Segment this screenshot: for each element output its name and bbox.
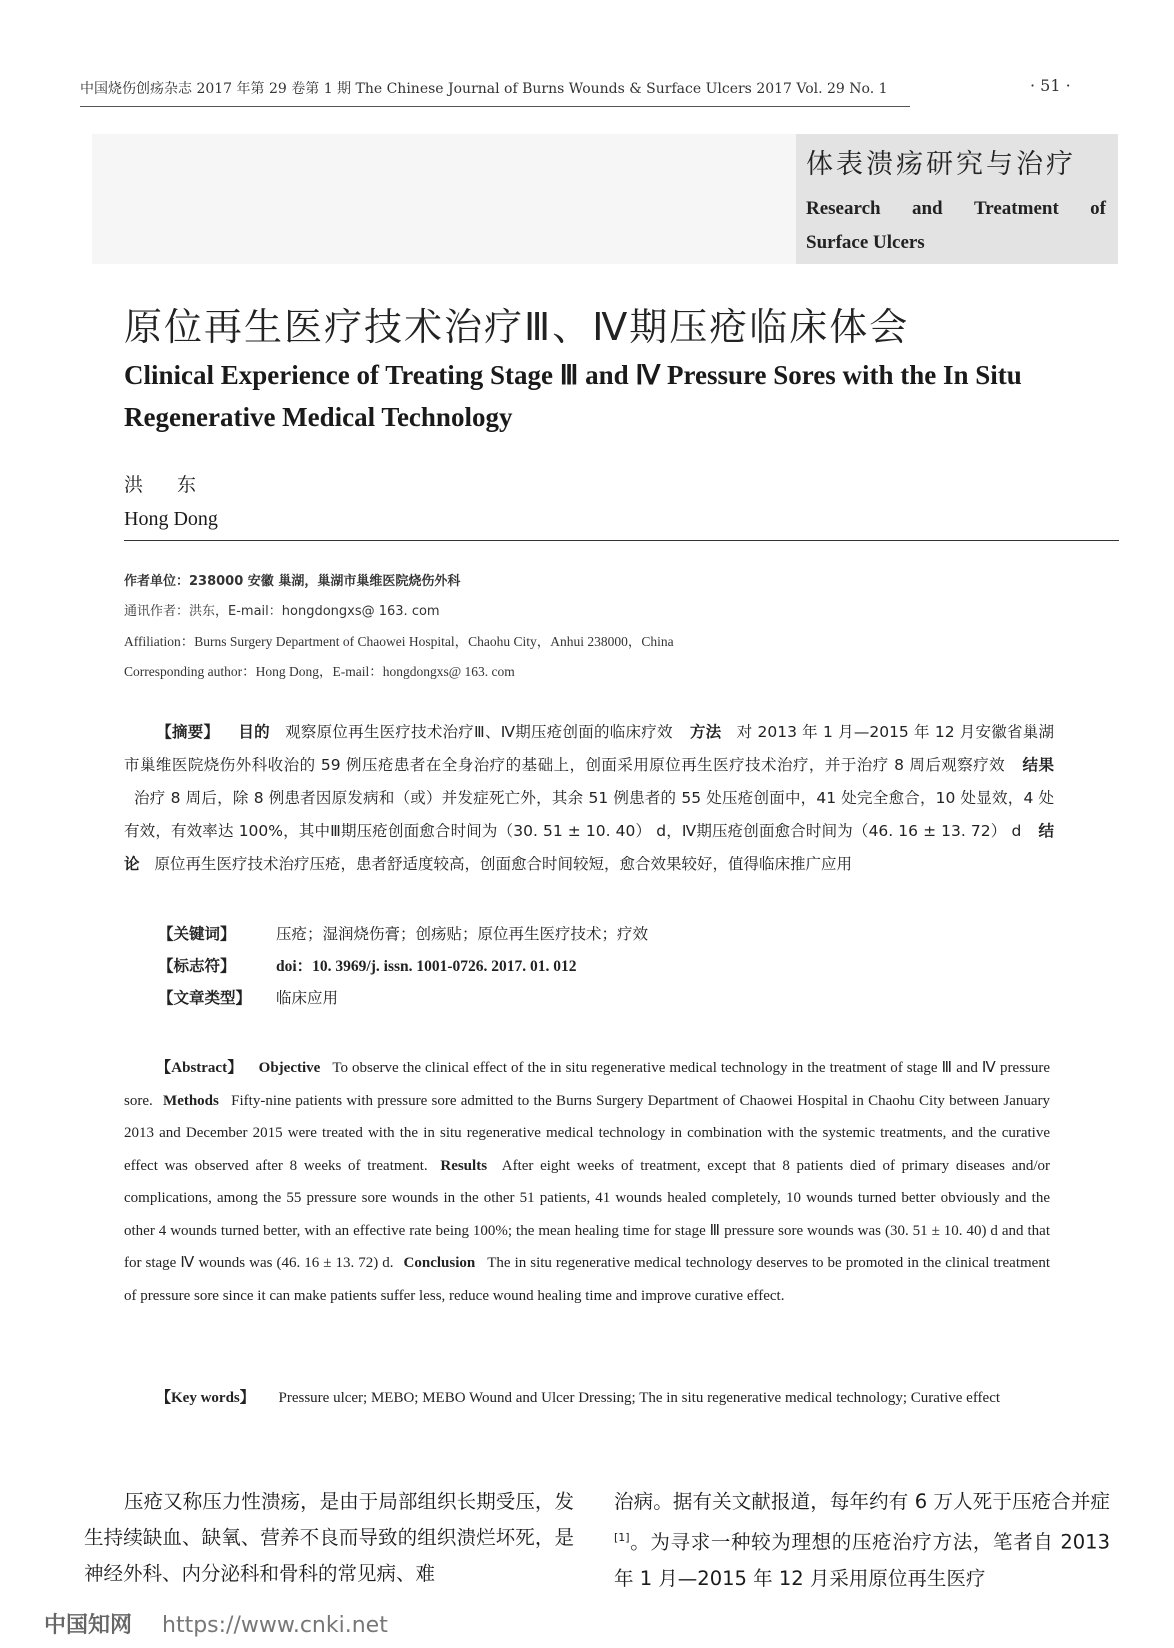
author-name-cn: 洪 东 xyxy=(124,474,211,496)
results-label-cn: 结果 xyxy=(1022,756,1054,774)
body-column-right xyxy=(614,1484,1110,1597)
conclusion-label-en: Conclusion xyxy=(403,1255,476,1271)
objective-label-cn: 目的 xyxy=(238,723,270,741)
running-header: 中国烧伤创疡杂志 2017 年第 29 卷第 1 期 The Chinese Journal of Burns Wounds & Surface Ulcers 2017 Vol. 29 No. 1 xyxy=(80,81,888,97)
author-rule xyxy=(124,540,1119,541)
section-title-cn: 体表溃疡研究与治疗 xyxy=(806,149,1076,180)
article-type-line xyxy=(158,986,338,1008)
article-type-label: 【文章类型】 xyxy=(158,989,252,1007)
corresponding-cn: 通讯作者：洪东，E-mail：hongdongxs@ 163. com xyxy=(124,604,440,619)
methods-label-cn: 方法 xyxy=(689,723,722,741)
keywords-en-label: 【Key words】 xyxy=(156,1390,255,1406)
conclusion-text-cn: 原位再生医疗技术治疗压疮，患者舒适度较高，创面愈合时间较短，愈合效果较好，值得临床推广应用 xyxy=(154,855,852,873)
body-right-text-a: 治病。据有关文献报道，每年约有 6 万人死于压疮合并症 xyxy=(614,1490,1110,1513)
abstract-cn xyxy=(124,716,1054,881)
methods-text-cn: 对 2013 年 1 月—2015 年 12 月安徽省巢湖市巢维医院烧伤外科收治的 59 例压疮患者在全身治疗的基础上，创面采用原位再生医疗技术治疗，并于治疗 8 周后观察疗效 xyxy=(124,723,1054,774)
body-right-text-b: 。为寻求一种较为理想的压疮治疗方法，笔者自 2013 年 1 月—2015 年 12 月采用原位再生医疗 xyxy=(614,1530,1110,1590)
affiliation-cn: 作者单位：238000 安徽 巢湖，巢湖市巢维医院烧伤外科 xyxy=(124,574,461,589)
keywords-cn xyxy=(158,922,648,944)
conclusion-label-cn: 结论 xyxy=(124,822,1054,873)
objective-label-en: Objective xyxy=(258,1060,321,1076)
objective-text-en: To observe the clinical effect of the in situ regenerative medical technology in the treatment of stage Ⅲ and Ⅳ pressure sore. xyxy=(124,1060,1051,1109)
section-word: Research xyxy=(806,198,881,219)
watermark-url: https://www.cnki.net xyxy=(162,1613,388,1638)
methods-label-en: Methods xyxy=(163,1092,219,1109)
results-label-en: Results xyxy=(440,1157,488,1174)
section-banner-left xyxy=(92,134,796,264)
doi-line xyxy=(158,954,577,976)
watermark-cn: 中国知网 xyxy=(44,1613,133,1638)
author-name-en: Hong Dong xyxy=(124,508,218,530)
results-text-cn: 治疗 8 周后，除 8 例患者因原发病和（或）并发症死亡外，其余 51 例患者的 55 处压疮创面中，41 处完全愈合，10 处显效，4 处有效，有效率达 100%，其中Ⅲ期压疮创面愈合时间为（30. 51 ± 10. 40） d，Ⅳ期压疮创面愈合时间为（46. 16 ± 13. 72） d xyxy=(124,789,1054,840)
reference-marker: [1] xyxy=(614,1531,630,1544)
cnki-watermark xyxy=(44,1608,388,1639)
section-title-en-line1 xyxy=(806,192,1106,226)
affiliation-en: Affiliation：Burns Surgery Department of Chaowei Hospital，Chaohu City，Anhui 238000，China xyxy=(124,634,674,649)
section-title-en xyxy=(806,192,1106,260)
corresponding-en: Corresponding author：Hong Dong，E-mail：hongdongxs@ 163. com xyxy=(124,664,515,679)
body-column-left: 压疮又称压力性溃疡，是由于局部组织长期受压，发生持续缺血、缺氧、营养不良而导致的组织溃烂坏死，是神经外科、内分泌科和骨科的常见病、难 xyxy=(84,1490,574,1585)
conclusion-text-en: The in situ regenerative medical technology deserves to be promoted in the clinical treatment of pressure sore since it can make patients suffer less, reduce wound healing time and improve curative effect. xyxy=(124,1255,1051,1304)
abstract-cn-label: 【摘要】 xyxy=(156,723,220,741)
article-title-en: Clinical Experience of Treating Stage Ⅲ and Ⅳ Pressure Sores with the In Situ Regenerative Medical Technology xyxy=(124,360,1022,432)
section-word: and xyxy=(911,198,943,219)
keywords-cn-text: 压疮；湿润烧伤膏；创疡贴；原位再生医疗技术；疗效 xyxy=(276,925,649,943)
section-word: of xyxy=(1090,198,1106,219)
doi-text: doi：10. 3969/j. issn. 1001-0726. 2017. 01. 012 xyxy=(276,958,577,975)
keywords-en-text: Pressure ulcer; MEBO; MEBO Wound and Ulcer Dressing; The in situ regenerative medical technology; Curative effect xyxy=(278,1390,1001,1406)
section-word: Treatment xyxy=(974,198,1059,219)
keywords-en xyxy=(124,1382,1050,1415)
abstract-en-label: 【Abstract】 xyxy=(156,1060,243,1076)
article-title-cn: 原位再生医疗技术治疗Ⅲ、Ⅳ期压疮临床体会 xyxy=(124,305,910,349)
article-type-text: 临床应用 xyxy=(276,989,339,1007)
abstract-en xyxy=(124,1052,1050,1312)
section-title-en-line2: Surface Ulcers xyxy=(806,232,925,253)
header-rule xyxy=(80,106,910,107)
page-number: · 51 · xyxy=(1030,76,1071,95)
methods-text-en: Fifty-nine patients with pressure sore admitted to the Burns Surgery Department of Chaowei Hospital in Chaohu City between January 2013 and December 2015 were treated with the in situ regenerative medical technology in combination with the systemic treatments, and the curative effect was observed after 8 weeks of treatment. xyxy=(124,1092,1051,1174)
results-text-en: After eight weeks of treatment, except that 8 patients died of primary diseases and/or complications, among the 55 pressure sore wounds in the other 51 patients, 41 wounds healed completely, 10 wounds turned better obviously and the other 4 wounds turned better, with an effective rate being 100%; the mean healing time for stage Ⅲ pressure sore wounds was (30. 51 ± 10. 40) d and that for stage Ⅳ wounds was (46. 16 ± 13. 72) d. xyxy=(124,1157,1051,1271)
objective-text-cn: 观察原位再生医疗技术治疗Ⅲ、Ⅳ期压疮创面的临床疗效 xyxy=(285,723,673,741)
doi-label: 【标志符】 xyxy=(158,957,236,975)
keywords-cn-label: 【关键词】 xyxy=(158,925,236,943)
